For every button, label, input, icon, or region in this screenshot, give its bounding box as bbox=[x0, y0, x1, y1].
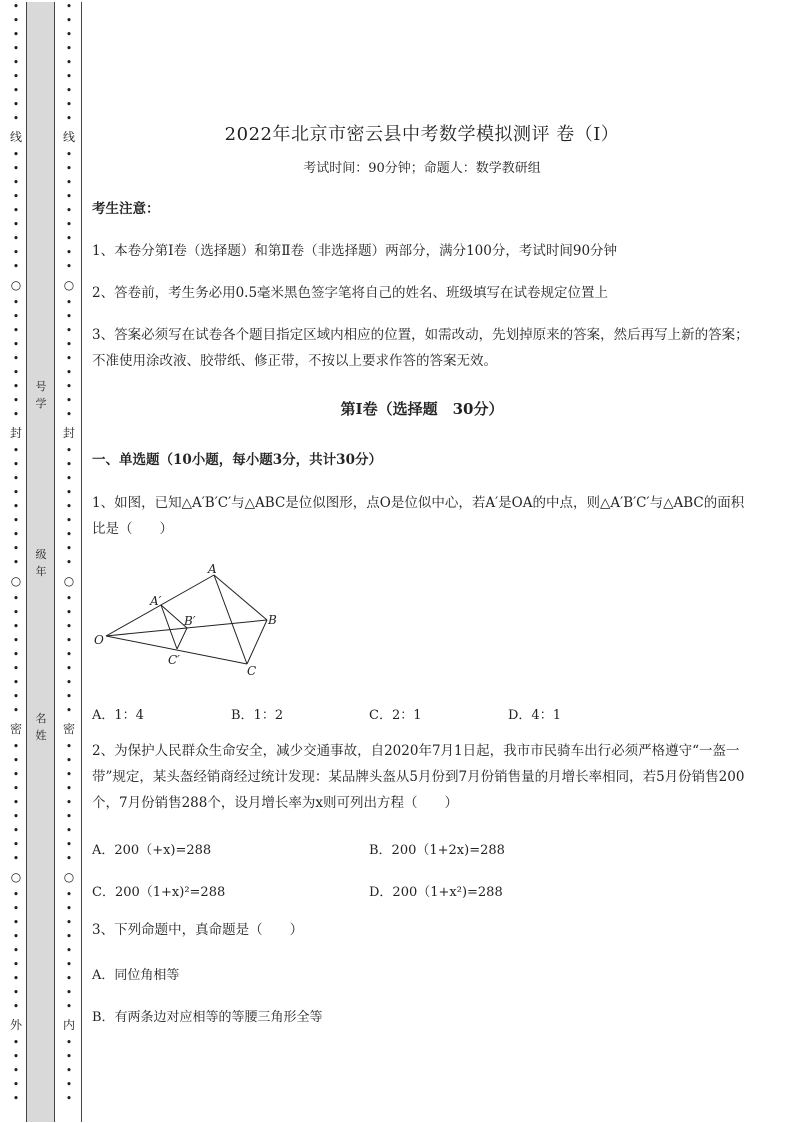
question-2-option-b[interactable]: B．200（1+2x)=288 bbox=[369, 843, 505, 858]
notice-heading: 考生注意： bbox=[92, 201, 160, 217]
seal-dot: • bbox=[65, 768, 73, 781]
seal-dot: • bbox=[65, 408, 73, 421]
question-1-stem: 1、如图，已知△A′B′C′与△ABC是位似图形，点O是位似中心，若A′是OA的中点，则△A′B′C′与△ABC的面积比是（ ） bbox=[92, 495, 745, 537]
exam-subtitle: 考试时间：90分钟；命题人：数学教研组 bbox=[303, 161, 541, 176]
seal-dot: • bbox=[65, 232, 73, 245]
point-b-prime-label: B′ bbox=[184, 614, 196, 628]
seal-dot: • bbox=[12, 944, 20, 957]
seal-dot: • bbox=[12, 1064, 20, 1077]
seal-dot: • bbox=[12, 14, 20, 27]
question-2-option-c[interactable]: C．200（1+x)²=288 bbox=[92, 885, 226, 900]
seal-dot: • bbox=[12, 1078, 20, 1091]
seal-dot: • bbox=[65, 662, 73, 675]
seal-dot: • bbox=[65, 606, 73, 619]
seal-dot: • bbox=[65, 98, 73, 111]
seal-dot: • bbox=[65, 782, 73, 795]
seal-dot: • bbox=[12, 310, 20, 323]
seal-dot: • bbox=[65, 592, 73, 605]
seal-dot: • bbox=[65, 444, 73, 457]
point-b-label: B bbox=[268, 613, 277, 627]
seal-dot: • bbox=[65, 542, 73, 555]
exam-title: 2022年北京市密云县中考数学模拟测评 卷（Ⅰ） bbox=[224, 124, 620, 145]
question-1-option-d[interactable]: D．4：1 bbox=[508, 708, 561, 723]
seal-dot: • bbox=[12, 986, 20, 999]
seal-dot: • bbox=[12, 528, 20, 541]
seal-dot: • bbox=[65, 916, 73, 929]
seal-dot: • bbox=[12, 408, 20, 421]
seal-dot: • bbox=[12, 98, 20, 111]
seal-dot: • bbox=[12, 394, 20, 407]
section-heading: 一、单选题（10小题，每小题3分，共计30分） bbox=[92, 452, 382, 468]
seal-dot: • bbox=[65, 528, 73, 541]
part1-title: 第I卷（选择题 30分） bbox=[340, 400, 504, 418]
seal-dot: • bbox=[12, 260, 20, 273]
seal-dot: • bbox=[12, 0, 20, 13]
seal-dot: • bbox=[12, 852, 20, 865]
notice-item: 2、答卷前，考生务必用0.5毫米黑色签字笔将自己的姓名、班级填写在试卷规定位置上 bbox=[92, 285, 609, 301]
seal-dot: • bbox=[65, 740, 73, 753]
seal-dot: • bbox=[12, 486, 20, 499]
seal-circle-icon: ○ bbox=[63, 870, 75, 884]
seal-dot: • bbox=[65, 324, 73, 337]
seal-dot: • bbox=[12, 176, 20, 189]
seal-circle-icon: ○ bbox=[10, 870, 22, 884]
seal-dot: • bbox=[65, 1078, 73, 1091]
seal-dot: • bbox=[12, 782, 20, 795]
seal-dot: • bbox=[12, 838, 20, 851]
point-c-label: C bbox=[247, 664, 257, 678]
seal-dot: • bbox=[12, 542, 20, 555]
seal-dot: • bbox=[12, 916, 20, 929]
seal-dot: • bbox=[12, 472, 20, 485]
inner-seal-word: 内 bbox=[62, 1018, 75, 1032]
seal-dot: • bbox=[12, 902, 20, 915]
seal-dot: • bbox=[12, 458, 20, 471]
seal-dot: • bbox=[12, 70, 20, 83]
inner-seal-word: 密 bbox=[62, 722, 75, 736]
seal-dot: • bbox=[12, 352, 20, 365]
seal-dot: • bbox=[12, 606, 20, 619]
seal-dot: • bbox=[65, 704, 73, 717]
seal-dot: • bbox=[65, 930, 73, 943]
seal-dot: • bbox=[12, 796, 20, 809]
seal-dot: • bbox=[65, 458, 73, 471]
seal-dot: • bbox=[65, 1092, 73, 1105]
seal-dot: • bbox=[12, 232, 20, 245]
point-c-prime-label: C′ bbox=[168, 653, 180, 667]
seal-dot: • bbox=[12, 768, 20, 781]
seal-dot: • bbox=[12, 1036, 20, 1049]
seal-dot: • bbox=[65, 0, 73, 13]
seal-dot: • bbox=[65, 204, 73, 217]
seal-dot: • bbox=[65, 852, 73, 865]
seal-dot: • bbox=[12, 112, 20, 125]
inner-seal-word: 线 bbox=[62, 130, 75, 144]
seal-dot: • bbox=[65, 472, 73, 485]
seal-dot: • bbox=[65, 972, 73, 985]
outer-seal-line bbox=[9, 0, 23, 1106]
seal-dot: • bbox=[12, 634, 20, 647]
seal-dot: • bbox=[12, 676, 20, 689]
seal-dot: • bbox=[12, 56, 20, 69]
seal-dot: • bbox=[12, 324, 20, 337]
seal-dot: • bbox=[65, 70, 73, 83]
seal-dot: • bbox=[65, 1000, 73, 1013]
seal-dot: • bbox=[65, 1050, 73, 1063]
seal-dot: • bbox=[12, 620, 20, 633]
outer-seal-word: 封 bbox=[9, 426, 22, 440]
seal-dot: • bbox=[65, 28, 73, 41]
seal-dot: • bbox=[65, 190, 73, 203]
seal-dot: • bbox=[12, 740, 20, 753]
seal-dot: • bbox=[65, 690, 73, 703]
seal-dot: • bbox=[12, 84, 20, 97]
question-2-stem: 2、为保护人民群众生命安全，减少交通事故，自2020年7月1日起，我市市民骑车出行必须严格遵守“一盔一带”规定，某头盔经销商经过统计发现：某品牌头盔从5月份到7月份销售量的月增长率相同，若5月份销售200个，7月份销售288个，设月增长率为x则可列出方程（ ） bbox=[92, 743, 745, 811]
seal-dot: • bbox=[12, 972, 20, 985]
seal-dot: • bbox=[12, 296, 20, 309]
inner-seal-word: 封 bbox=[62, 426, 75, 440]
seal-dot: • bbox=[65, 352, 73, 365]
seal-dot: • bbox=[65, 218, 73, 231]
seal-dot: • bbox=[65, 56, 73, 69]
seal-dot: • bbox=[12, 190, 20, 203]
question-3-stem: 3、下列命题中，真命题是（ ） bbox=[92, 922, 304, 938]
seal-dot: • bbox=[65, 634, 73, 647]
grade-label: 级年 bbox=[35, 548, 47, 578]
seal-dot: • bbox=[65, 486, 73, 499]
point-a-prime-label: A′ bbox=[150, 594, 162, 608]
seal-dot: • bbox=[12, 366, 20, 379]
question-1-option-a[interactable]: A．1：4 bbox=[92, 708, 144, 723]
notice-item: 3、答案必须写在试卷各个题目指定区域内相应的位置，如需改动，先划掉原来的答案，然后再写上新的答案；不准使用涂改液、胶带纸、修正带，不按以上要求作答的答案无效。 bbox=[92, 327, 749, 369]
seal-dot: • bbox=[65, 620, 73, 633]
seal-dot: • bbox=[65, 394, 73, 407]
seal-dot: • bbox=[12, 514, 20, 527]
seal-dot: • bbox=[12, 958, 20, 971]
seal-dot: • bbox=[12, 28, 20, 41]
seal-circle-icon: ○ bbox=[63, 574, 75, 588]
seal-dot: • bbox=[12, 592, 20, 605]
seal-dot: • bbox=[12, 444, 20, 457]
seal-dot: • bbox=[12, 690, 20, 703]
seal-dot: • bbox=[12, 1000, 20, 1013]
seal-dot: • bbox=[12, 1092, 20, 1105]
name-label: 名姓 bbox=[35, 712, 47, 742]
seal-dot: • bbox=[12, 556, 20, 569]
seal-dot: • bbox=[12, 42, 20, 55]
question-1-option-c[interactable]: C．2：1 bbox=[369, 708, 422, 723]
question-1-option-b[interactable]: B．1：2 bbox=[231, 708, 284, 723]
seal-dot: • bbox=[65, 42, 73, 55]
point-o-label: O bbox=[94, 633, 104, 647]
outer-seal-word: 密 bbox=[9, 722, 22, 736]
question-3-option-b[interactable]: B．有两条边对应相等的等腰三角形全等 bbox=[92, 1010, 323, 1025]
seal-dot: • bbox=[12, 888, 20, 901]
seal-dot: • bbox=[12, 218, 20, 231]
seal-dot: • bbox=[65, 676, 73, 689]
seal-dot: • bbox=[65, 556, 73, 569]
seal-dot: • bbox=[65, 310, 73, 323]
seal-dot: • bbox=[65, 366, 73, 379]
seal-dot: • bbox=[12, 204, 20, 217]
seal-dot: • bbox=[12, 662, 20, 675]
seal-dot: • bbox=[65, 754, 73, 767]
seal-dot: • bbox=[65, 1036, 73, 1049]
seal-dot: • bbox=[12, 148, 20, 161]
outer-seal-word: 线 bbox=[9, 130, 22, 144]
seal-circle-icon: ○ bbox=[10, 278, 22, 292]
seal-dot: • bbox=[65, 810, 73, 823]
seal-dot: • bbox=[65, 958, 73, 971]
seal-dot: • bbox=[12, 1050, 20, 1063]
student-id-label: 号学 bbox=[35, 380, 47, 410]
seal-dot: • bbox=[65, 824, 73, 837]
seal-dot: • bbox=[65, 84, 73, 97]
question-1-figure bbox=[92, 560, 292, 689]
seal-dot: • bbox=[65, 14, 73, 27]
seal-dot: • bbox=[65, 902, 73, 915]
seal-circle-icon: ○ bbox=[10, 574, 22, 588]
inner-seal-line bbox=[62, 0, 76, 1106]
seal-dot: • bbox=[12, 246, 20, 259]
seal-dot: • bbox=[65, 648, 73, 661]
seal-dot: • bbox=[65, 944, 73, 957]
seal-dot: • bbox=[12, 704, 20, 717]
seal-dot: • bbox=[12, 754, 20, 767]
seal-dot: • bbox=[65, 986, 73, 999]
question-2-option-d[interactable]: D．200（1+x²)=288 bbox=[369, 885, 503, 900]
seal-dot: • bbox=[12, 162, 20, 175]
seal-dot: • bbox=[65, 296, 73, 309]
seal-dot: • bbox=[65, 838, 73, 851]
seal-dot: • bbox=[65, 148, 73, 161]
seal-dot: • bbox=[12, 810, 20, 823]
seal-dot: • bbox=[65, 796, 73, 809]
seal-dot: • bbox=[65, 260, 73, 273]
seal-dot: • bbox=[65, 888, 73, 901]
similar-triangles-diagram bbox=[92, 560, 292, 685]
notice-item: 1、本卷分第I卷（选择题）和第Ⅱ卷（非选择题）两部分，满分100分，考试时间90分钟 bbox=[92, 243, 618, 259]
seal-dot: • bbox=[12, 648, 20, 661]
seal-dot: • bbox=[65, 500, 73, 513]
seal-dot: • bbox=[65, 1064, 73, 1077]
seal-dot: • bbox=[65, 514, 73, 527]
outer-seal-word: 外 bbox=[9, 1018, 22, 1032]
seal-dot: • bbox=[65, 176, 73, 189]
seal-dot: • bbox=[12, 824, 20, 837]
seal-dot: • bbox=[12, 500, 20, 513]
seal-dot: • bbox=[12, 338, 20, 351]
seal-dot: • bbox=[65, 380, 73, 393]
seal-dot: • bbox=[65, 338, 73, 351]
question-2-option-a[interactable]: A．200（+x)=288 bbox=[92, 843, 212, 858]
seal-circle-icon: ○ bbox=[63, 278, 75, 292]
seal-dot: • bbox=[65, 246, 73, 259]
question-3-option-a[interactable]: A．同位角相等 bbox=[92, 968, 180, 983]
seal-dot: • bbox=[65, 112, 73, 125]
point-a-label: A bbox=[208, 562, 217, 576]
seal-dot: • bbox=[12, 930, 20, 943]
seal-dot: • bbox=[12, 380, 20, 393]
seal-dot: • bbox=[65, 162, 73, 175]
